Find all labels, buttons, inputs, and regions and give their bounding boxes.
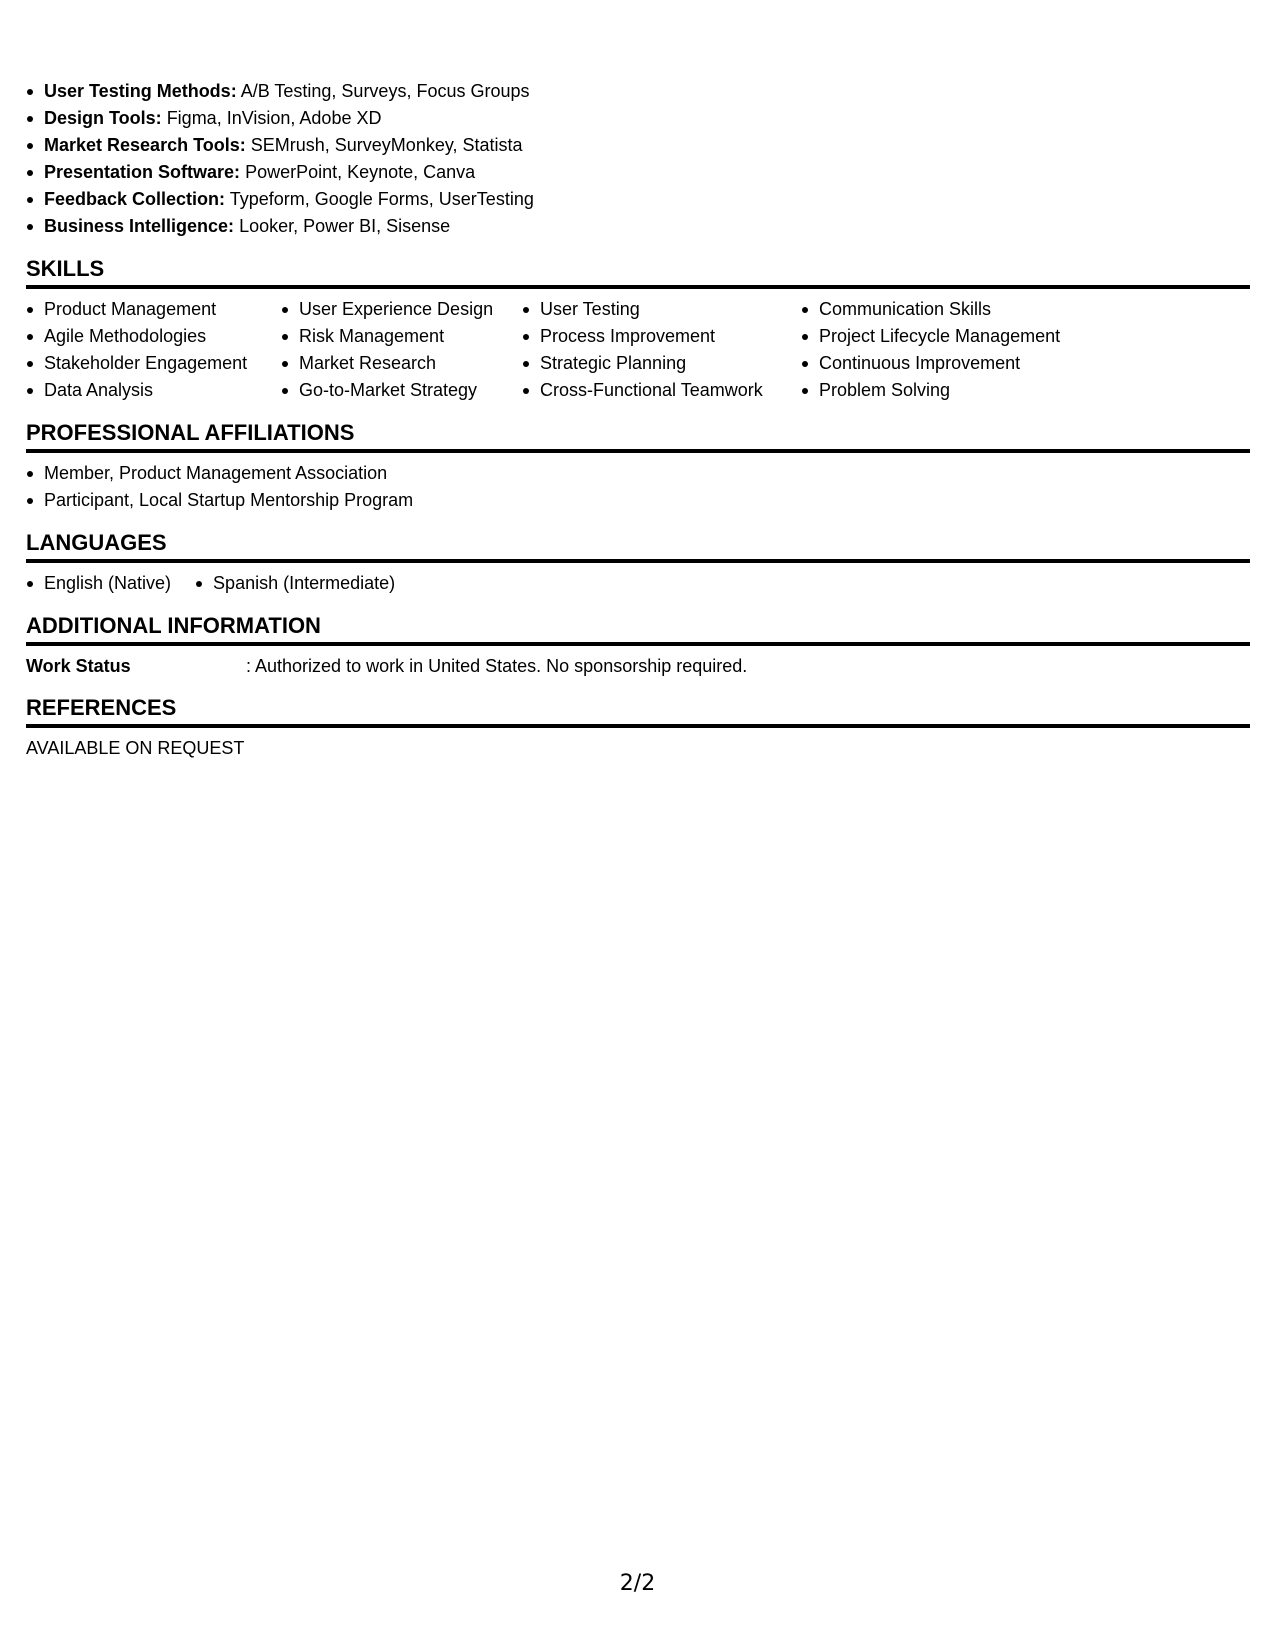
skill-item: Risk Management	[281, 323, 522, 350]
skills-column	[26, 296, 281, 404]
skill-item: Data Analysis	[26, 377, 281, 404]
references-title: REFERENCES	[26, 695, 177, 720]
tool-value: Looker, Power BI, Sisense	[239, 216, 451, 236]
affiliations-section-header	[26, 418, 1250, 453]
skill-item: Problem Solving	[801, 377, 1101, 404]
skill-item: Product Management	[26, 296, 281, 323]
skill-item: Project Lifecycle Management	[801, 323, 1101, 350]
tool-item-user-testing-methods	[26, 78, 1250, 105]
tool-item-presentation-software	[26, 159, 1250, 186]
references-text: AVAILABLE ON REQUEST	[26, 738, 245, 758]
skill-item: Market Research	[281, 350, 522, 377]
tool-item-feedback-collection	[26, 186, 1250, 213]
skills-grid	[26, 296, 1250, 404]
tool-item-business-intelligence	[26, 213, 1250, 240]
skills-column	[801, 296, 1101, 404]
page-content	[26, 78, 1250, 761]
skill-item: Stakeholder Engagement	[26, 350, 281, 377]
skills-title: SKILLS	[26, 256, 105, 281]
additional-info-title: ADDITIONAL INFORMATION	[26, 613, 321, 638]
tool-item-market-research-tools	[26, 132, 1250, 159]
tool-value: Typeform, Google Forms, UserTesting	[229, 189, 534, 209]
skills-column	[281, 296, 522, 404]
tool-value: A/B Testing, Surveys, Focus Groups	[240, 81, 530, 101]
tool-label: Business Intelligence:	[44, 216, 235, 236]
skill-item: User Testing	[522, 296, 801, 323]
tool-value: Figma, InVision, Adobe XD	[166, 108, 382, 128]
affiliation-item: Member, Product Management Association	[26, 460, 1250, 487]
tool-label: User Testing Methods:	[44, 81, 237, 101]
skills-section-header	[26, 254, 1250, 289]
languages-section-header	[26, 528, 1250, 563]
skill-item: User Experience Design	[281, 296, 522, 323]
page-number: 2/2	[619, 1571, 656, 1596]
skills-column	[522, 296, 801, 404]
skill-item: Cross-Functional Teamwork	[522, 377, 801, 404]
skill-item: Continuous Improvement	[801, 350, 1101, 377]
tool-value: PowerPoint, Keynote, Canva	[245, 162, 476, 182]
additional-info-section-header	[26, 611, 1250, 646]
tools-list	[26, 78, 1250, 240]
affiliations-list	[26, 460, 1250, 514]
skill-item: Process Improvement	[522, 323, 801, 350]
references-section-header	[26, 693, 1250, 728]
language-item: Spanish (Intermediate)	[195, 570, 395, 597]
work-status-label: Work Status	[26, 656, 131, 676]
skill-item: Strategic Planning	[522, 350, 801, 377]
tool-item-design-tools	[26, 105, 1250, 132]
tool-value: SEMrush, SurveyMonkey, Statista	[250, 135, 523, 155]
skill-item: Communication Skills	[801, 296, 1101, 323]
skill-item: Agile Methodologies	[26, 323, 281, 350]
work-status-value: : Authorized to work in United States. No sponsorship required.	[246, 656, 748, 676]
work-status-row	[26, 653, 1250, 679]
languages-title: LANGUAGES	[26, 530, 167, 555]
language-item: English (Native)	[26, 570, 171, 597]
tool-label: Feedback Collection:	[44, 189, 226, 209]
tool-label: Presentation Software:	[44, 162, 241, 182]
skill-item: Go-to-Market Strategy	[281, 377, 522, 404]
tool-label: Market Research Tools:	[44, 135, 246, 155]
affiliation-item: Participant, Local Startup Mentorship Program	[26, 487, 1250, 514]
affiliations-title: PROFESSIONAL AFFILIATIONS	[26, 420, 355, 445]
languages-list	[26, 570, 1250, 597]
tool-label: Design Tools:	[44, 108, 162, 128]
